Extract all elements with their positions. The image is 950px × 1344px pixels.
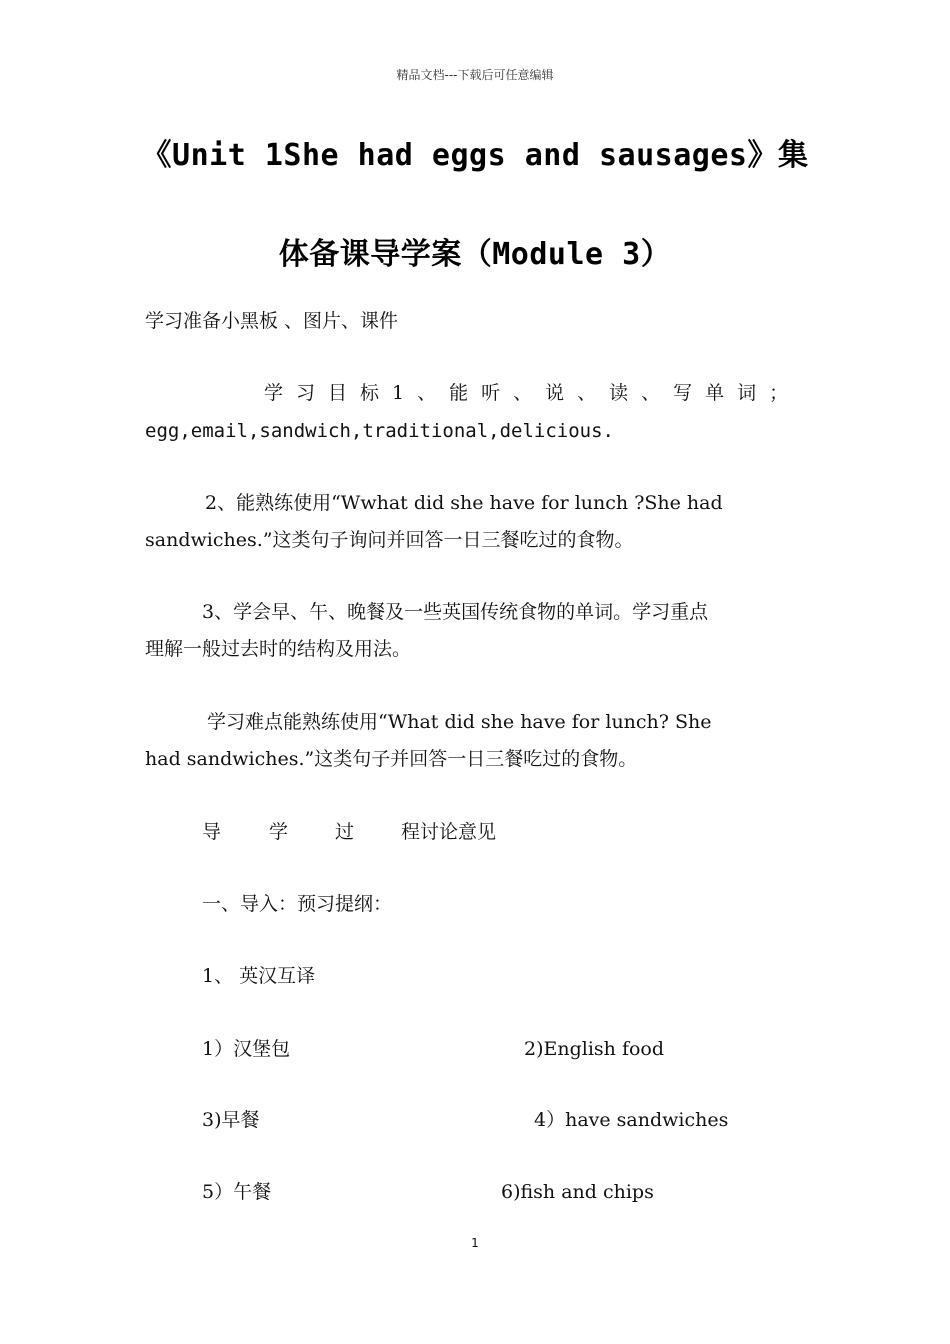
translate-heading: 1、 英汉互译 <box>202 965 316 987</box>
translate-item-6: 6)fish and chips <box>501 1181 654 1203</box>
difficulty-line-2: had sandwiches.”这类句子并回答一日三餐吃过的食物。 <box>145 748 638 770</box>
translate-item-5: 5）午餐 <box>202 1181 272 1203</box>
objective-3-line-1: 3、学会早、午、晚餐及一些英国传统食物的单词。学习重点 <box>202 601 709 623</box>
process-heading-part-3: 过 <box>335 821 355 843</box>
document-title-line-1: 《Unit 1She had eggs and sausages》集 <box>141 138 809 173</box>
objective-2-line-2: sandwiches.”这类句子询问并回答一日三餐吃过的食物。 <box>145 529 634 551</box>
objective-1-line-2: egg,email,sandwich,traditional,delicious. <box>145 420 614 442</box>
difficulty-line-1: 学习难点能熟练使用“What did she have for lunch? She <box>207 711 712 733</box>
process-heading-part-4: 程讨论意见 <box>401 821 497 843</box>
page-number: 1 <box>471 1236 479 1250</box>
document-title-line-2: 体备课导学案（Module 3） <box>278 237 672 272</box>
objective-3-line-2: 理解一般过去时的结构及用法。 <box>145 638 412 660</box>
page-header: 精品文档---下载后可任意编辑 <box>396 68 554 82</box>
objective-2-line-1: 2、能熟练使用“Wwhat did she have for lunch ?She had <box>205 492 723 514</box>
intro-heading: 一、导入：预习提纲： <box>202 893 393 915</box>
translate-item-3: 3)早餐 <box>202 1109 260 1131</box>
objective-1-line-1: 学习目标1、能听、说、读、写单词； <box>264 382 802 404</box>
process-heading-part-1: 导 <box>202 821 222 843</box>
translate-item-2: 2)English food <box>524 1038 665 1060</box>
translate-item-4: 4）have sandwiches <box>534 1109 729 1131</box>
prep-materials: 学习准备小黑板 、图片、课件 <box>145 310 399 332</box>
translate-item-1: 1）汉堡包 <box>202 1038 291 1060</box>
process-heading-part-2: 学 <box>269 821 289 843</box>
